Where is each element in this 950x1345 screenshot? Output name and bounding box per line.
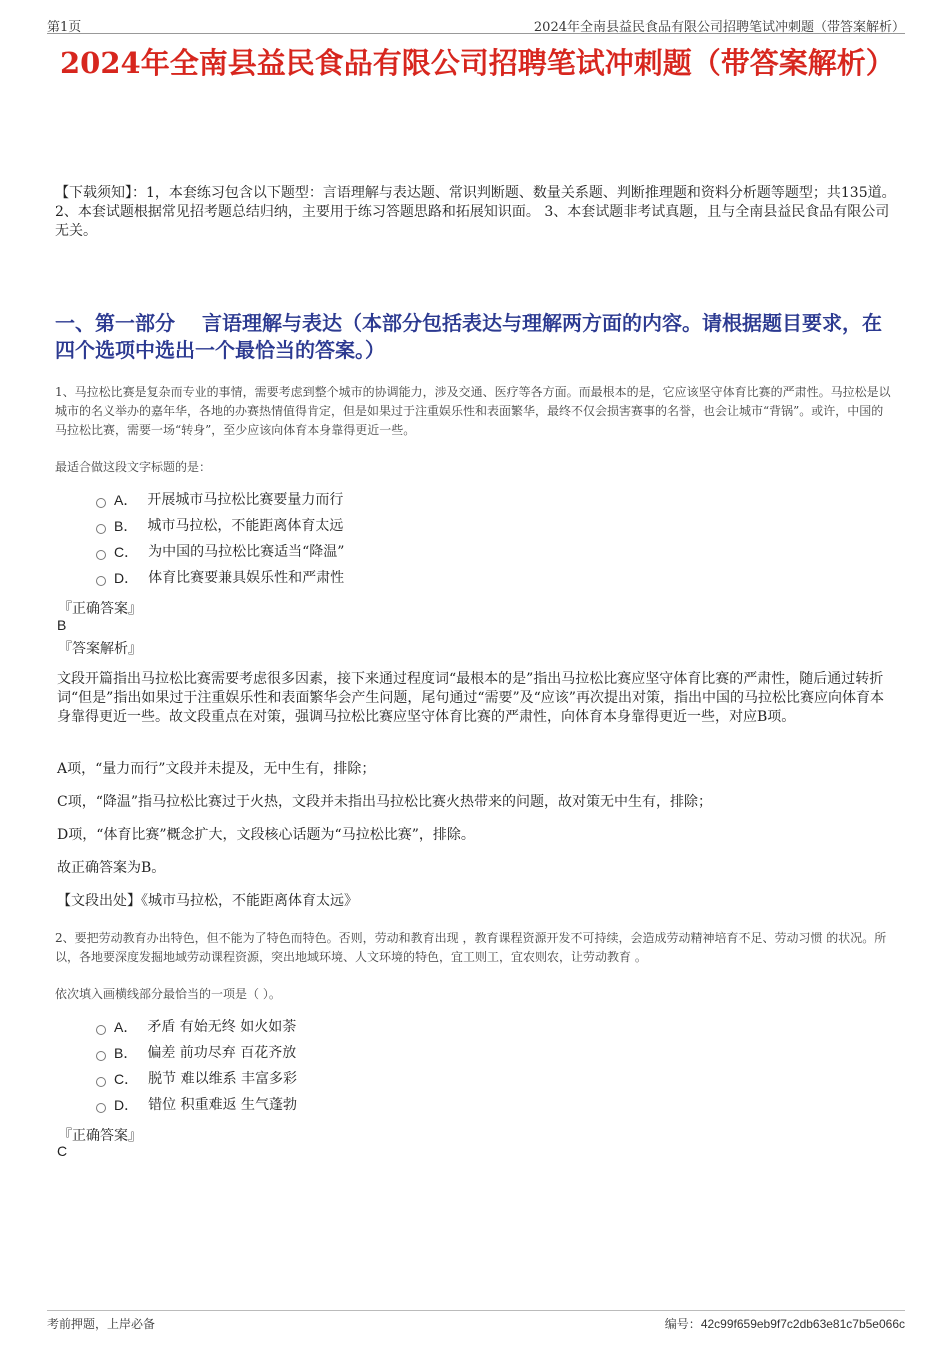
analysis-paragraph: 文段开篇指出马拉松比赛需要考虑很多因素，接下来通过程度词“最根本的是”指出马拉松比赛应坚守体育比赛的严肃性，随后通过转折词“但是”指出如果过于注重娱乐性和表面繁华会产生问题，尾句通过“需要”及“应该”再次提出对策，指出中国的马拉松比赛应向体育本身靠得更近一些。故文段重点在对策，强调马拉松比赛应坚守体育比赛的严肃性，向体育本身靠得更近一些，对应B项。	[57, 671, 884, 725]
option-c[interactable]: C． 为中国的马拉松比赛适当“降温”	[96, 539, 344, 565]
analysis-option-a: A项，“量力而行”文段并未提及，无中生有，排除；	[57, 761, 376, 777]
question-1-prompt: 最适合做这段文字标题的是：	[55, 460, 212, 474]
radio-icon[interactable]	[96, 1051, 106, 1061]
question-1-options	[96, 487, 344, 591]
answer-label: 『正确答案』	[58, 601, 142, 617]
option-c[interactable]: C． 脱节 难以维系 丰富多彩	[96, 1066, 297, 1092]
analysis-source: 【文段出处】《城市马拉松，不能距离体育太远》	[57, 893, 358, 909]
page-header	[47, 14, 905, 34]
footer-code: 编号：42c99f659eb9f7c2db63e81c7b5e066c	[664, 1317, 905, 1331]
question-1-text: 1、马拉松比赛是复杂而专业的事情，需要考虑到整个城市的协调能力，涉及交通、医疗等各方面。而最根本的是，它应该坚守体育比赛的严肃性。马拉松是以城市的名义举办的嘉年华，各地的办赛热情值得肯定，但是如果过于注重娱乐性和表面繁华，最终不仅会损害赛事的名誉，也会让城市“背锅”。或许，中国的马拉松比赛，需要一场“转身”，至少应该向体育本身靠得更近一些。	[55, 385, 891, 437]
header-doc-title: 2024年全南县益民食品有限公司招聘笔试冲刺题（带答案解析）	[533, 20, 905, 35]
radio-icon[interactable]	[96, 1103, 106, 1113]
option-d[interactable]: D． 错位 积重难返 生气蓬勃	[96, 1092, 297, 1118]
download-notice: 【下载须知】：1，本套练习包含以下题型：言语理解与表达题、常识判断题、数量关系题、判断推理题和资料分析题等题型；共135道。 2、本套试题根据常见招考题总结归纳，主要用于练习答题思路和拓展知识面。 3、本套试题非考试真题，且与全南县益民食品有限公司无关。	[55, 185, 896, 239]
option-d[interactable]: D． 体育比赛要兼具娱乐性和严肃性	[96, 565, 344, 591]
correct-answer: B	[57, 617, 67, 633]
analysis-option-c: C项，“降温”指马拉松比赛过于火热，文段并未指出马拉松比赛火热带来的问题，故对策无中生有，排除；	[57, 794, 713, 810]
footer-slogan: 考前押题，上岸必备	[47, 1317, 156, 1331]
section-heading: 一、第一部分 言语理解与表达（本部分包括表达与理解两方面的内容。请根据题目要求，在四个选项中选出一个最恰当的答案。）	[55, 311, 882, 362]
radio-icon[interactable]	[96, 1077, 106, 1087]
option-a[interactable]: A． 开展城市马拉松比赛要量力而行	[96, 487, 344, 513]
option-b[interactable]: B． 城市马拉松，不能距离体育太远	[96, 513, 344, 539]
option-a[interactable]: A． 矛盾 有始无终 如火如荼	[96, 1014, 297, 1040]
correct-answer: C	[57, 1143, 68, 1159]
analysis-conclusion: 故正确答案为B。	[57, 860, 166, 876]
analysis-option-d: D项，“体育比赛”概念扩大，文段核心话题为“马拉松比赛”，排除。	[57, 827, 475, 843]
option-b[interactable]: B． 偏差 前功尽弃 百花齐放	[96, 1040, 297, 1066]
radio-icon[interactable]	[96, 498, 106, 508]
page-number: 第1页	[47, 20, 82, 35]
question-2-options	[96, 1014, 297, 1118]
radio-icon[interactable]	[96, 576, 106, 586]
radio-icon[interactable]	[96, 550, 106, 560]
document-title: 2024年全南县益民食品有限公司招聘笔试冲刺题（带答案解析）	[60, 46, 895, 80]
analysis-label: 『答案解析』	[58, 641, 142, 657]
question-2-prompt: 依次填入画横线部分最恰当的一项是（ ）。	[55, 987, 281, 1001]
page-footer	[47, 1310, 905, 1330]
radio-icon[interactable]	[96, 1025, 106, 1035]
question-2-text: 2、要把劳动教育办出特色，但不能为了特色而特色。否则，劳动和教育出现 ，教育课程资源开发不可持续，会造成劳动精神培育不足、劳动习惯 的状况。所以，各地要深度发掘地域劳动课程资源，突出地域环境、人文环境的特色，宜工则工，宜农则农，让劳动教育 。	[55, 931, 887, 964]
answer-label: 『正确答案』	[58, 1128, 142, 1144]
radio-icon[interactable]	[96, 524, 106, 534]
